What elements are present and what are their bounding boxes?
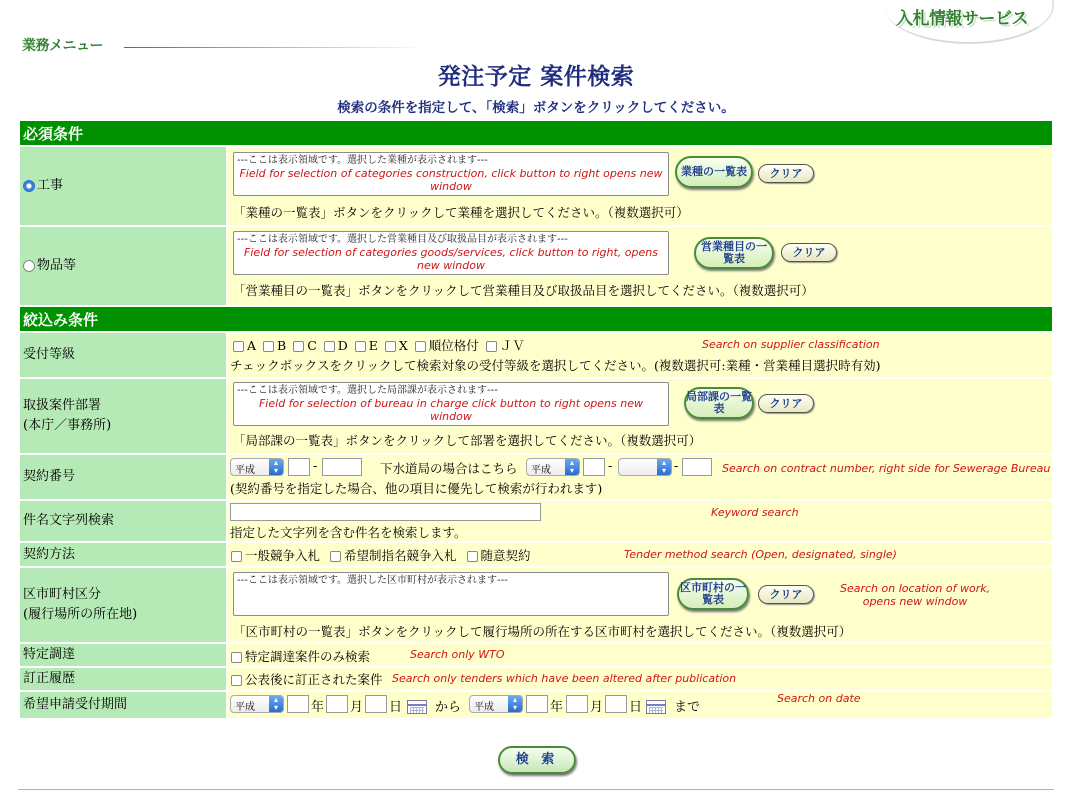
period-from-era-select[interactable] xyxy=(230,695,284,713)
grade-a-label: A xyxy=(247,338,257,353)
page-subtitle: 検索の条件を指定して、「検索」ボタンをクリックしてください。 xyxy=(337,100,735,116)
calendar-icon[interactable] xyxy=(646,700,666,714)
grade-b-label: B xyxy=(277,338,287,353)
period-from-month-unit: 月 xyxy=(350,700,364,715)
contract-number-value-cell xyxy=(228,455,1052,499)
location-selection-box[interactable] xyxy=(233,572,669,616)
chevron-updown-icon: ▴ ▾ xyxy=(657,459,671,475)
sewer-number-part1[interactable] xyxy=(583,458,605,476)
construction-box-placeholder: ---ここは表示領域です。選択した業種が表示されます--- xyxy=(237,155,488,166)
department-box-placeholder: ---ここは表示領域です。選択した局部課が表示されます--- xyxy=(237,385,498,396)
department-selection-box[interactable] xyxy=(233,382,669,426)
construction-selection-box[interactable] xyxy=(233,152,669,196)
revision-row xyxy=(20,668,1052,690)
construction-label: 工事 xyxy=(37,178,64,193)
grade-row xyxy=(20,333,1052,377)
goods-label-cell xyxy=(20,227,228,305)
grade-rank-label: 順位格付 xyxy=(428,338,479,353)
grade-e-checkbox[interactable] xyxy=(355,341,366,352)
period-until-label: まで xyxy=(674,700,701,715)
wto-option-label: 特定調達案件のみ検索 xyxy=(245,649,371,664)
contract-dash: - xyxy=(313,459,318,474)
period-label: 希望申請受付期間 xyxy=(20,692,228,718)
page-title: 発注予定 案件検索 xyxy=(437,64,635,90)
period-from-era-value: 平成 xyxy=(235,702,255,713)
goods-label: 物品等 xyxy=(37,258,77,273)
department-list-button[interactable]: 局部課の一覧表 xyxy=(684,387,754,419)
department-box-note: Field for selection of bureau in charge click button to right opens new window xyxy=(258,397,643,423)
location-sublabel: (履行場所の所在地) xyxy=(23,607,138,622)
method-row xyxy=(20,543,1052,566)
location-label: 区市町村区分 xyxy=(23,587,102,602)
contract-number-part1[interactable] xyxy=(288,458,310,476)
chevron-updown-icon: ▴ ▾ xyxy=(508,696,522,712)
construction-box-note: Field for selection of categories construction, click button to right opens new window xyxy=(239,167,663,193)
period-to-era-select[interactable] xyxy=(469,695,523,713)
goods-clear-button[interactable]: クリア xyxy=(781,243,837,262)
goods-selection-box[interactable] xyxy=(233,231,669,275)
period-to-era-value: 平成 xyxy=(474,702,494,713)
location-instruction: 「区市町村の一覧表」ボタンをクリックして履行場所の所在する区市町村を選択してください。（複数選択可） xyxy=(233,624,852,639)
required-section-header: 必須条件 xyxy=(20,121,1052,145)
grade-jv-checkbox[interactable] xyxy=(486,341,497,352)
department-row xyxy=(20,379,1052,453)
location-label-cell xyxy=(20,568,228,642)
department-sublabel: (本庁／事務所) xyxy=(23,418,112,433)
construction-row xyxy=(20,147,1052,225)
grade-value-cell xyxy=(228,333,1052,377)
grade-label: 受付等級 xyxy=(20,333,228,377)
goods-box-placeholder: ---ここは表示領域です。選択した営業種目及び取扱品目が表示されます--- xyxy=(237,234,568,245)
method-single-label: 随意契約 xyxy=(480,548,531,563)
chevron-updown-icon: ▴ ▾ xyxy=(565,459,579,475)
wto-option xyxy=(228,647,370,665)
logo-text: 入札情報サービス xyxy=(896,9,1028,29)
wto-value-cell xyxy=(228,644,1052,666)
business-menu-link[interactable]: 業務メニュー xyxy=(22,38,103,54)
location-box-placeholder: ---ここは表示領域です。選択した区市町村が表示されます--- xyxy=(237,575,508,586)
chevron-updown-icon: ▴ ▾ xyxy=(269,696,283,712)
construction-clear-button[interactable]: クリア xyxy=(758,164,814,183)
keyword-note: Keyword search xyxy=(711,506,799,519)
sewer-label: 下水道局の場合はこちら xyxy=(380,461,518,476)
grade-c-checkbox[interactable] xyxy=(293,341,304,352)
sewer-era-value: 平成 xyxy=(531,465,551,476)
method-value-cell xyxy=(228,543,1052,566)
goods-row xyxy=(20,227,1052,305)
department-clear-button[interactable]: クリア xyxy=(758,394,814,413)
revision-note: Search only tenders which have been altered after publication xyxy=(392,672,737,685)
goods-value-cell xyxy=(228,227,1052,305)
period-from-day-input[interactable] xyxy=(365,695,387,713)
department-instruction: 「局部課の一覧表」ボタンをクリックして部署を選択してください。（複数選択可） xyxy=(233,433,702,448)
period-to-day-unit: 日 xyxy=(629,700,643,715)
contract-era-select[interactable] xyxy=(230,458,284,476)
grade-x-checkbox[interactable] xyxy=(385,341,396,352)
location-note-line2: opens new window xyxy=(862,595,968,608)
method-open-checkbox[interactable] xyxy=(231,551,242,562)
location-note-line1: Search on location of work, xyxy=(840,582,991,595)
contract-number-label: 契約番号 xyxy=(20,455,228,499)
grade-a-checkbox[interactable] xyxy=(233,341,244,352)
grade-jv-label: ＪＶ xyxy=(499,338,525,353)
method-single-checkbox[interactable] xyxy=(467,551,478,562)
wto-checkbox[interactable] xyxy=(231,652,242,663)
grade-instruction: チェックボックスをクリックして検索対象の受付等級を選択してください。(複数選択可:業種・営業種目選択時有効) xyxy=(230,358,881,373)
method-note: Tender method search (Open, designated, single) xyxy=(624,548,897,561)
construction-radio[interactable] xyxy=(23,180,35,192)
sewer-number-part2[interactable] xyxy=(682,458,712,476)
grade-checkbox-group xyxy=(230,336,525,354)
location-row xyxy=(20,568,1052,642)
keyword-instruction: 指定した文字列を含む件名を検索します。 xyxy=(230,525,467,540)
period-to-day-input[interactable] xyxy=(605,695,627,713)
sewer-dash-1: - xyxy=(608,459,613,474)
department-label: 取扱案件部署 xyxy=(23,398,102,413)
category-list-button[interactable]: 業種の一覧表 xyxy=(675,156,753,188)
location-value-cell xyxy=(228,568,1052,642)
sewer-office-select[interactable] xyxy=(618,458,672,476)
grade-c-label: C xyxy=(307,338,317,353)
grade-note: Search on supplier classification xyxy=(702,338,880,351)
contract-number-row xyxy=(20,455,1052,499)
goods-radio[interactable] xyxy=(23,260,35,272)
keyword-label: 件名文字列検索 xyxy=(20,501,228,541)
goods-box-note: Field for selection of categories goods/services, click button to right, opens new window xyxy=(244,246,658,272)
calendar-icon[interactable] xyxy=(407,700,427,714)
revision-label: 訂正履歴 xyxy=(20,668,228,690)
sewer-era-select[interactable] xyxy=(526,458,580,476)
department-label-cell xyxy=(20,379,228,453)
department-value-cell xyxy=(228,379,1052,453)
grade-d-checkbox[interactable] xyxy=(324,341,335,352)
period-to-month-input[interactable] xyxy=(566,695,588,713)
chevron-updown-icon: ▴ ▾ xyxy=(269,459,283,475)
construction-value-cell xyxy=(228,147,1052,225)
menu-divider xyxy=(124,47,414,48)
search-button[interactable]: 検 索 xyxy=(498,746,576,774)
period-to-year-input[interactable] xyxy=(526,695,548,713)
grade-b-checkbox[interactable] xyxy=(263,341,274,352)
period-from-month-input[interactable] xyxy=(326,695,348,713)
filter-section-header: 絞込み条件 xyxy=(20,307,1052,331)
method-designated-label: 希望制指名競争入札 xyxy=(344,548,457,563)
business-category-list-button[interactable]: 営業種目の一覧表 xyxy=(694,237,774,269)
method-designated-checkbox[interactable] xyxy=(330,551,341,562)
wto-note: Search only WTO xyxy=(410,648,505,661)
period-from-year-unit: 年 xyxy=(311,700,325,715)
method-checkbox-group xyxy=(228,546,531,564)
period-row xyxy=(20,692,1052,718)
wto-label: 特定調達 xyxy=(20,644,228,666)
sewer-dash-2: - xyxy=(674,459,679,474)
revision-option xyxy=(228,670,383,688)
location-clear-button[interactable]: クリア xyxy=(758,585,814,604)
period-from-day-unit: 日 xyxy=(389,700,403,715)
footer-divider xyxy=(18,789,1054,790)
grade-rank-checkbox[interactable] xyxy=(415,341,426,352)
construction-label-cell xyxy=(20,147,228,225)
contract-number-part2[interactable] xyxy=(322,458,362,476)
service-logo xyxy=(884,0,1064,44)
contract-era-value: 平成 xyxy=(235,465,255,476)
grade-x-label: X xyxy=(398,338,408,353)
period-value-cell xyxy=(228,692,1052,718)
keyword-value-cell xyxy=(228,501,1052,541)
keyword-input[interactable] xyxy=(230,503,541,521)
period-from-year-input[interactable] xyxy=(287,695,309,713)
period-to-year-unit: 年 xyxy=(550,700,564,715)
contract-number-instruction: (契約番号を指定した場合、他の項目に優先して検索が行われます) xyxy=(230,481,603,496)
construction-instruction: 「業種の一覧表」ボタンをクリックして業種を選択してください。（複数選択可） xyxy=(233,205,689,220)
location-list-button[interactable]: 区市町村の一覧表 xyxy=(677,578,749,610)
grade-d-label: D xyxy=(337,338,348,353)
revision-option-label: 公表後に訂正された案件 xyxy=(245,672,383,687)
period-from-label: から xyxy=(435,700,462,715)
period-note: Search on date xyxy=(777,692,861,705)
keyword-row xyxy=(20,501,1052,541)
contract-number-note: Search on contract number, right side for Sewerage Bureau xyxy=(722,462,1051,475)
wto-row xyxy=(20,644,1052,666)
location-note xyxy=(840,582,990,608)
goods-instruction: 「営業種目の一覧表」ボタンをクリックして営業種目及び取扱品目を選択してください。（複数選択可） xyxy=(233,283,814,298)
method-label: 契約方法 xyxy=(20,543,228,566)
revision-value-cell xyxy=(228,668,1052,690)
revision-checkbox[interactable] xyxy=(231,675,242,686)
method-open-label: 一般競争入札 xyxy=(245,548,321,563)
period-to-month-unit: 月 xyxy=(590,700,604,715)
grade-e-label: E xyxy=(368,338,378,353)
